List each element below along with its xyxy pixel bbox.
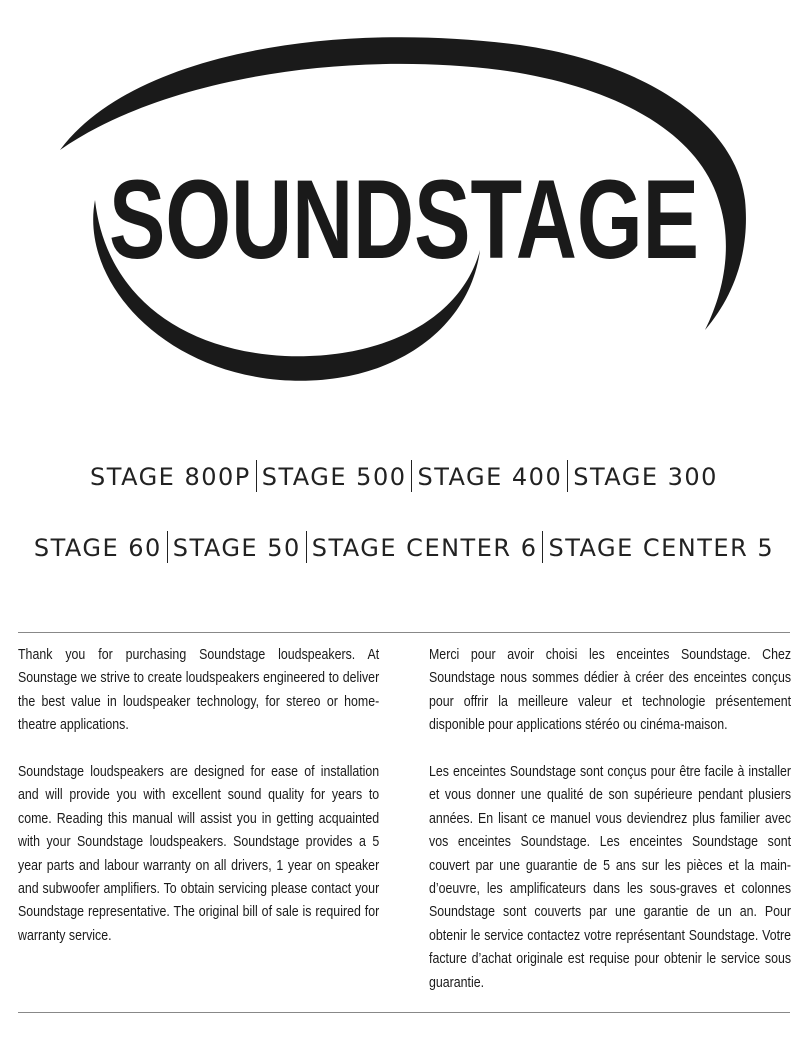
- french-warranty-paragraph: Les enceintes Soundstage sont conçus pour être facile à installer et vous donner une qualité de son supérieure pendant plusiers années. En lisant ce manuel vous deviendrez plus familier avec vos enceintes Soundstage. Les enceintes Soundstage sont couvert par une guarantie de 5 ans sur les pièces et la main-d’oeuvre, les amplificateurs dans les sous-graves et colonnes Soundstage sont couverts par une garantie de un an. Pour obtenir le service contactez votre représentant Soundstage. Votre facture d’achat originale est requise pour obtenir le service sous guarantie.: [429, 764, 792, 991]
- model-name: STAGE 60: [33, 534, 162, 562]
- model-separator: [306, 531, 307, 563]
- model-separator: [256, 460, 257, 492]
- model-separator: [167, 531, 168, 563]
- english-intro-paragraph: Thank you for purchasing Soundstage loudspeakers. At Sounstage we strive to create loudspeakers engineered to deliver the best value in loudspeaker technology, for stereo or home-theatre applications.: [18, 647, 380, 734]
- model-separator: [567, 460, 568, 492]
- logo-wordmark: SOUNDSTAGE: [109, 157, 699, 282]
- model-list-row-2: [0, 533, 808, 565]
- model-separator: [411, 460, 412, 492]
- french-intro-paragraph: Merci pour avoir choisi les enceintes Soundstage. Chez Soundstage nous sommes dédier à créer des enceintes conçus pour offrir la meilleure valeur et technologie présentement disponible pour applications stéréo ou cinéma-maison.: [429, 647, 792, 734]
- model-separator: [542, 531, 543, 563]
- english-warranty-paragraph: Soundstage loudspeakers are designed for ease of installation and will provide you with excellent sound quality for years to come. Reading this manual will assist you in getting acquainted with your Soundstage loudspeakers. Soundstage provides a 5 year parts and labour warranty on all drivers, 1 year on speaker and subwoofer amplifiers. To obtain servicing please contact your Soundstage representative. The original bill of sale is required for warranty service.: [18, 764, 380, 944]
- bottom-divider: [18, 1012, 790, 1013]
- model-name: STAGE 300: [573, 463, 718, 491]
- model-name: STAGE 500: [261, 463, 407, 491]
- logo-graphic: [0, 0, 808, 420]
- model-name: STAGE CENTER 5: [548, 534, 775, 562]
- model-name: STAGE 400: [417, 463, 563, 491]
- french-column: [429, 644, 791, 1018]
- top-divider: [18, 632, 790, 633]
- model-list-row-1: [0, 462, 808, 494]
- model-name: STAGE CENTER 6: [311, 534, 538, 562]
- model-name: STAGE 50: [172, 534, 301, 562]
- model-name: STAGE 800P: [90, 463, 251, 491]
- soundstage-logo: [0, 0, 808, 420]
- english-column: [18, 644, 379, 972]
